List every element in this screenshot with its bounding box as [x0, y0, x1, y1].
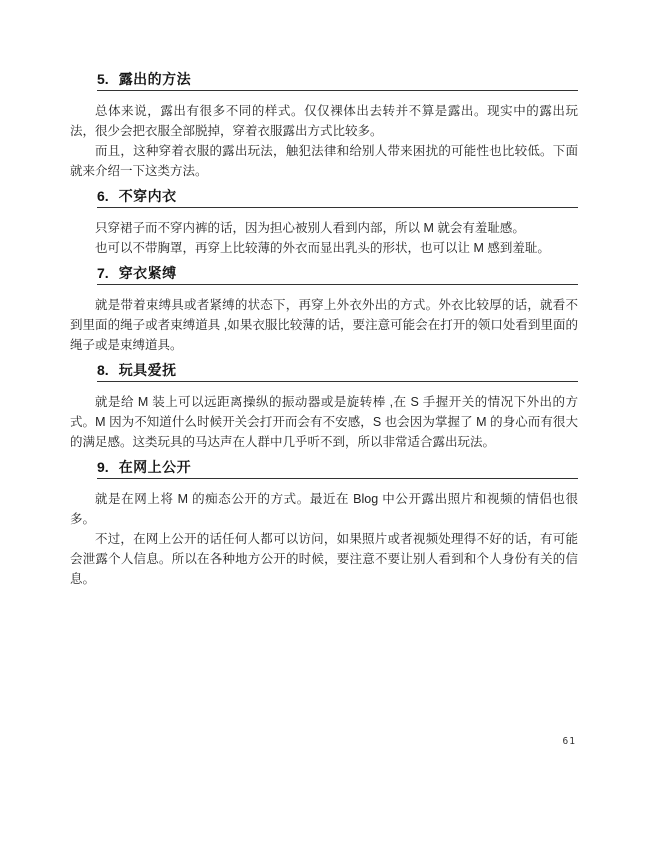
paragraph: 不过，在网上公开的话任何人都可以访问，如果照片或者视频处理得不好的话，有可能会泄露个人信息。所以在各种地方公开的时候，要注意不要让别人看到和个人身份有关的信息。	[70, 532, 578, 586]
paragraph: 就是在网上将 M 的痴态公开的方式。最近在 Blog 中公开露出照片和视频的情侣也很多。	[70, 492, 578, 526]
section-title: 玩具爱抚	[118, 362, 177, 378]
paragraph: 就是给 M 装上可以远距离操纵的振动器或是旋转棒 ,在 S 手握开关的情况下外出的方式。M 因为不知道什么时候开关会打开而会有不安感，S 也会因为掌握了 M 的身心而有很大的满足感。这类玩具的马达声在人群中几乎听不到，所以非常适合露出玩法。	[70, 395, 578, 449]
section-number: 6.	[97, 188, 109, 204]
section-6-no-underwear	[70, 188, 578, 258]
page-number: 61	[562, 736, 576, 747]
section-number: 5.	[97, 71, 109, 87]
section-heading	[97, 71, 578, 91]
section-5-exposure-methods	[70, 71, 578, 181]
paragraph: 就是带着束缚具或者紧缚的状态下，再穿上外衣外出的方式。外衣比较厚的话，就看不到里面的绳子或者束缚道具 ,如果衣服比较薄的话，要注意可能会在打开的领口处看到里面的绳子或是束缚道具。	[70, 298, 578, 352]
section-number: 8.	[97, 362, 109, 378]
section-title: 在网上公开	[118, 459, 192, 475]
paragraph: 而且，这种穿着衣服的露出玩法，触犯法律和给别人带来困扰的可能性也比较低。下面就来介绍一下这类方法。	[70, 144, 578, 178]
section-9-publish-online	[70, 459, 578, 589]
paragraph: 也可以不带胸罩，再穿上比较薄的外衣而显出乳头的形状，也可以让 M 感到羞耻。	[95, 241, 550, 255]
section-8-toys	[70, 362, 578, 452]
paragraph: 只穿裙子而不穿内裤的话，因为担心被别人看到内部，所以 M 就会有羞耻感。	[95, 221, 525, 235]
section-number: 7.	[97, 265, 109, 281]
section-title: 不穿内衣	[118, 188, 177, 204]
section-heading	[97, 362, 578, 382]
paragraph: 总体来说，露出有很多不同的样式。仅仅裸体出去转并不算是露出。现实中的露出玩法，很少会把衣服全部脱掉，穿着衣服露出方式比较多。	[70, 104, 578, 138]
section-heading	[97, 265, 578, 285]
section-title: 穿衣紧缚	[118, 265, 177, 281]
section-7-clothed-binding	[70, 265, 578, 355]
section-number: 9.	[97, 459, 109, 475]
section-heading	[97, 188, 578, 208]
section-title: 露出的方法	[118, 71, 192, 87]
section-heading	[97, 459, 578, 479]
